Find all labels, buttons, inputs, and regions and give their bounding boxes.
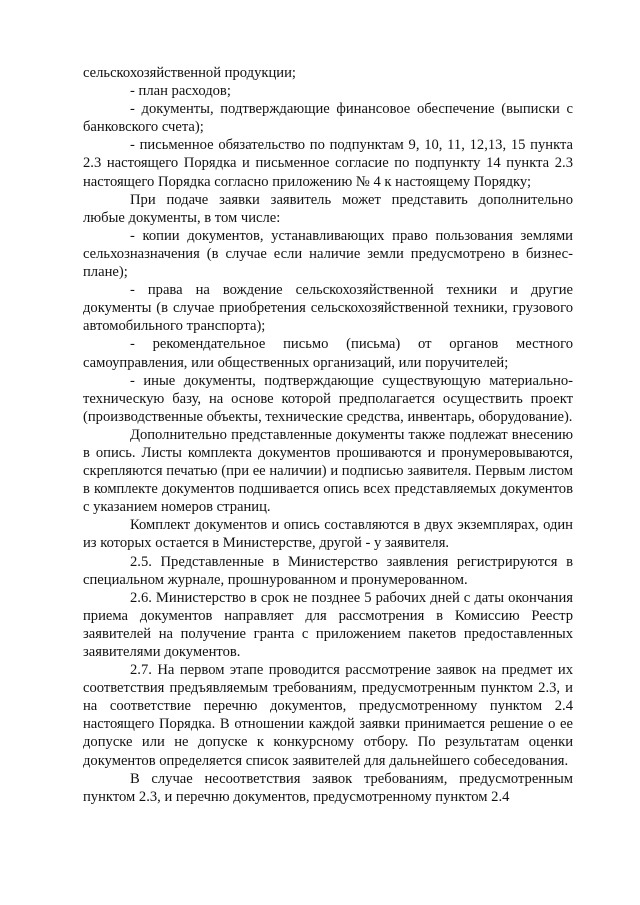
paragraph-4: - письменное обязательство по подпунктам 9, 10, 11, 12,13, 15 пункта 2.3 настоящего Порядка и письменное согласие по подпункту 14 пункта 2.3 настоящего Порядка согласно приложению № 4 к настоящему Порядку; <box>83 137 573 190</box>
document-page <box>83 64 573 806</box>
paragraph-8: - рекомендательное письмо (письма) от органов местного самоуправления, или общественных организаций, или поручителей; <box>83 336 573 371</box>
paragraph-9: - иные документы, подтверждающие существующую материально-техническую базу, на основе которой предполагается осуществить проект (производственные объекты, технические средства, инвентарь, оборудование). <box>83 372 573 425</box>
paragraph-14: 2.7. На первом этапе проводится рассмотрение заявок на предмет их соответствия предъявляемым требованиям, предусмотренным пунктом 2.3, и на соответствие перечню документов, предусмотренному пунктом 2.4 настоящего Порядка. В отношении каждой заявки принимается решение о ее допуске или не допуске к конкурсному отбору. По результатам оценки документов определяется список заявителей для дальнейшего собеседования. <box>83 662 573 769</box>
paragraph-3: - документы, подтверждающие финансовое обеспечение (выписки с банковского счета); <box>83 101 573 136</box>
paragraph-11: Комплект документов и опись составляются в двух экземплярах, один из которых остается в Министерстве, другой - у заявителя. <box>83 517 573 552</box>
paragraph-10: Дополнительно представленные документы также подлежат внесению в опись. Листы комплекта документов прошиваются и пронумеровываются, скрепляются печатью (при ее наличии) и подписью заявителя. Первым листом в комплекте документов подшивается опись всех представляемых документов с указанием номеров страниц. <box>83 426 573 516</box>
paragraph-2: - план расходов; <box>130 83 231 100</box>
paragraph-5: При подаче заявки заявитель может представить дополнительно любые документы, в том числе: <box>83 191 573 226</box>
paragraph-13: 2.6. Министерство в срок не позднее 5 рабочих дней с даты окончания приема документов направляет для рассмотрения в Комиссию Реестр заявителей на получение гранта с приложением пакетов предоставленных заявителями документов. <box>83 589 573 660</box>
paragraph-15: В случае несоответствия заявок требованиям, предусмотренным пунктом 2.3, и перечню документов, предусмотренному пунктом 2.4 <box>83 770 573 805</box>
paragraph-1: сельскохозяйственной продукции; <box>83 65 296 81</box>
paragraph-12: 2.5. Представленные в Министерство заявления регистрируются в специальном журнале, прошнурованном и пронумерованном. <box>83 553 573 588</box>
paragraph-7: - права на вождение сельскохозяйственной техники и другие документы (в случае приобретения сельскохозяйственной техники, грузового автомобильного транспорта); <box>83 282 573 335</box>
paragraph-6: - копии документов, устанавливающих право пользования землями сельхозназначения (в случае если наличие земли предусмотрено в бизнес-плане); <box>83 227 573 281</box>
